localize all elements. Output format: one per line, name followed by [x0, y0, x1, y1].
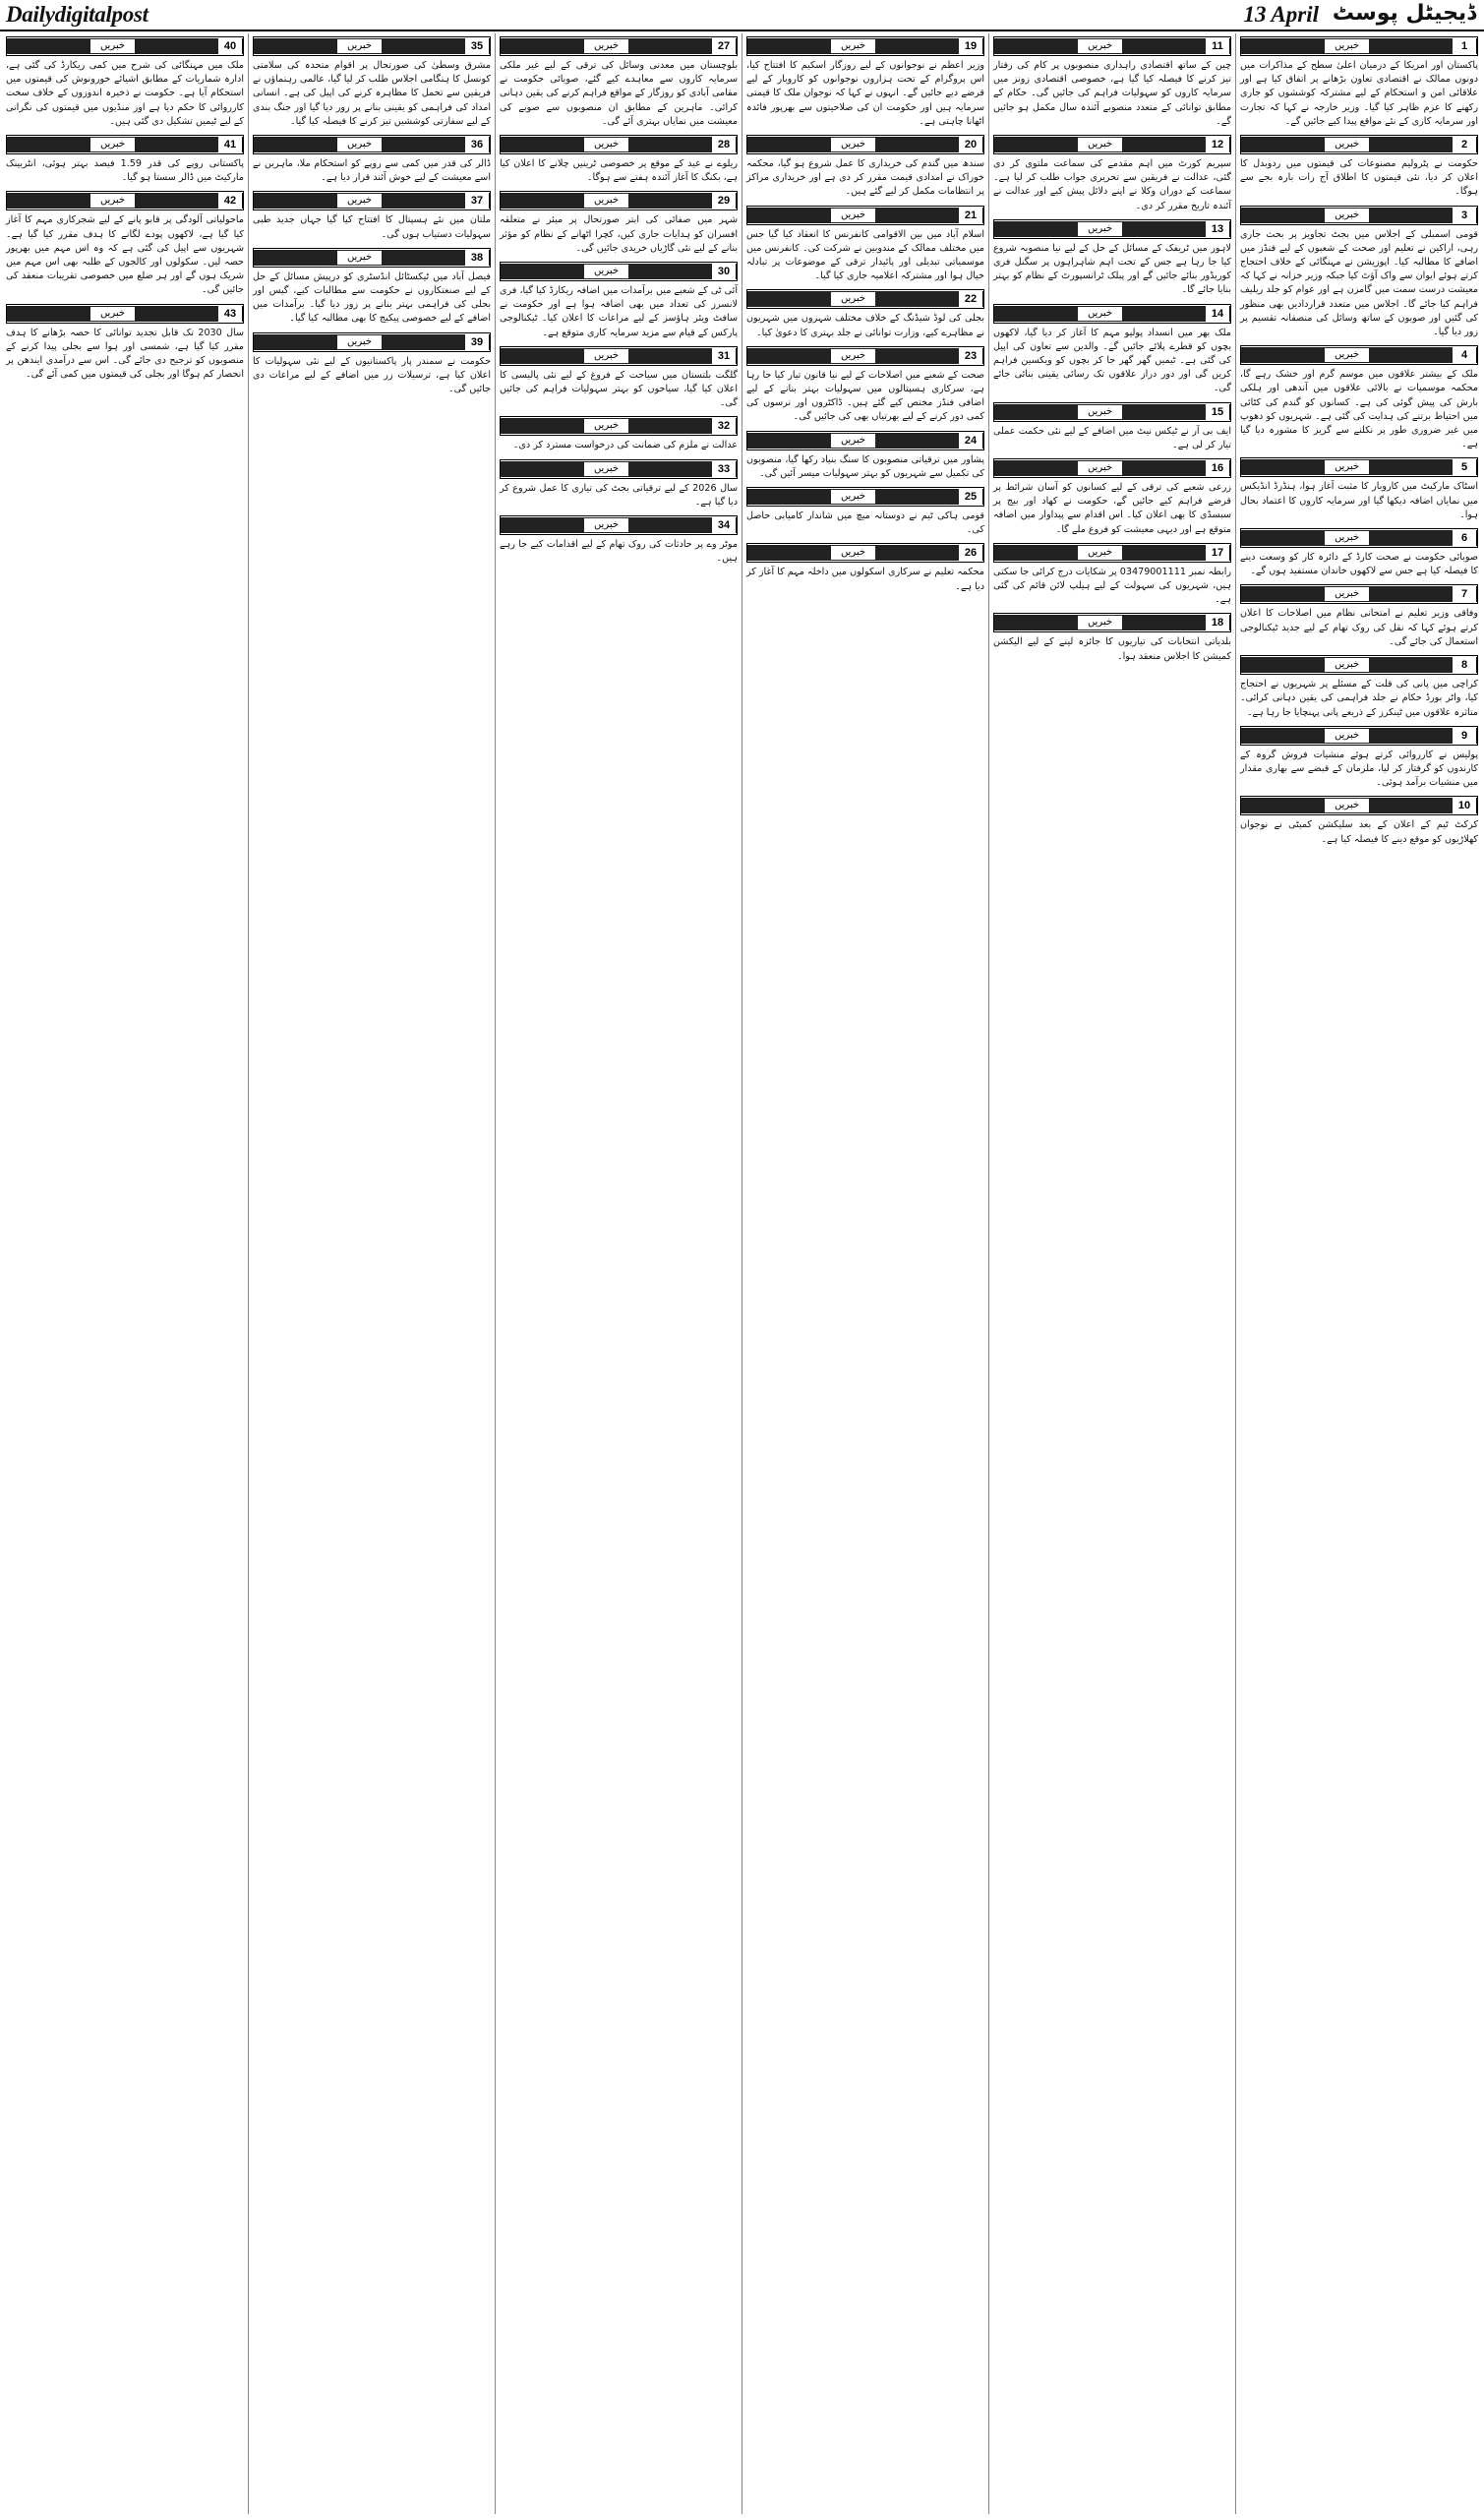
- news-item-header: [253, 36, 491, 56]
- news-item-number: 28: [712, 137, 737, 152]
- news-column: [495, 33, 742, 2514]
- news-item-header: [500, 191, 738, 210]
- news-item: [253, 248, 491, 327]
- section-label: خبریں: [1078, 307, 1122, 321]
- news-item-number: 40: [218, 38, 243, 54]
- section-label: خبریں: [1325, 587, 1369, 601]
- news-item: [1240, 206, 1478, 340]
- section-label: خبریں: [337, 335, 382, 349]
- news-item-number: 36: [465, 137, 490, 152]
- news-item-number: 17: [1206, 545, 1230, 561]
- news-item: [500, 416, 738, 452]
- news-item-body: پاکستانی روپے کی قدر 1.59 فیصد بہتر ہوئی، انٹربینک مارکیٹ میں ڈالر سستا ہو گیا۔: [6, 158, 244, 184]
- section-label: خبریں: [584, 462, 628, 476]
- news-item-body: ملتان میں نئے ہسپتال کا افتتاح کیا گیا جہاں جدید طبی سہولیات دستیاب ہوں گی۔: [253, 214, 491, 240]
- news-item: [1240, 528, 1478, 578]
- section-label: خبریں: [584, 419, 628, 433]
- news-item-body: وزیر اعظم نے نوجوانوں کے لیے روزگار اسکیم کا افتتاح کیا، اس پروگرام کے تحت ہزاروں نوجوانوں کو کاروبار کے لیے قرضے دیے جائیں گے۔ انہوں نے کہا کہ نوجوان ملک کا قیمتی سرمایہ ہیں اور حکومت ان کی صلاحیتوں سے بھرپور فائدہ اٹھانا چاہتی ہے۔: [746, 60, 984, 127]
- news-item-body: ریلوے نے عید کے موقع پر خصوصی ٹرینیں چلانے کا اعلان کیا ہے، بکنگ کا آغاز آئندہ ہفتے سے ہوگا۔: [500, 158, 738, 184]
- header-bar: [254, 137, 465, 152]
- news-item-body: اسٹاک مارکیٹ میں کاروبار کا مثبت آغاز ہوا، ہنڈرڈ انڈیکس میں نمایاں اضافہ دیکھا گیا اور سرمایہ کاروں کا اعتماد بحال ہوا۔: [1240, 481, 1478, 520]
- header-bar: [254, 193, 465, 209]
- header-bar: [994, 137, 1206, 152]
- news-item-header: [746, 206, 984, 225]
- header-bar: [747, 137, 959, 152]
- news-item-number: 4: [1453, 347, 1477, 363]
- news-item-header: [993, 135, 1231, 154]
- news-item-number: 32: [712, 418, 737, 434]
- news-item: [993, 304, 1231, 396]
- news-item: [1240, 726, 1478, 791]
- news-item-number: 42: [218, 193, 243, 209]
- news-column: [988, 33, 1235, 2514]
- section-label: خبریں: [1325, 531, 1369, 545]
- section-label: خبریں: [584, 265, 628, 278]
- news-item-header: [746, 543, 984, 563]
- news-item-number: 1: [1453, 38, 1477, 54]
- news-item: [746, 206, 984, 284]
- news-item-number: 8: [1453, 657, 1477, 673]
- section-label: خبریں: [90, 307, 135, 321]
- news-item-number: 15: [1206, 404, 1230, 420]
- news-item-header: [6, 135, 244, 154]
- news-item-header: [1240, 457, 1478, 477]
- news-item-header: [746, 135, 984, 154]
- news-item: [1240, 345, 1478, 451]
- section-label: خبریں: [1325, 39, 1369, 53]
- news-item-body: بجلی کی لوڈ شیڈنگ کے خلاف مختلف شہروں میں شہریوں نے مظاہرے کیے، وزارت توانائی نے جلد بہتری کا دعویٰ کیا۔: [746, 313, 984, 338]
- section-label: خبریں: [1325, 729, 1369, 743]
- news-item: [993, 543, 1231, 608]
- news-item: [993, 613, 1231, 663]
- header-bar: [994, 221, 1206, 237]
- header-bar: [747, 545, 959, 561]
- news-item: [500, 459, 738, 510]
- news-item-number: 12: [1206, 137, 1230, 152]
- issue-date: 13 April: [1243, 2, 1319, 27]
- news-item-header: [1240, 36, 1478, 56]
- news-item-body: صحت کے شعبے میں اصلاحات کے لیے نیا قانون تیار کیا جا رہا ہے، سرکاری ہسپتالوں میں سہولیات بہتر بنانے کے لیے اضافی فنڈز مختص کیے گئے ہیں۔ ڈاکٹروں اور نرسوں کی کمی دور کرنے کے لیے بھرتیاں بھی کی جائیں گی۔: [746, 369, 984, 423]
- news-item: [1240, 796, 1478, 846]
- news-item-header: [1240, 135, 1478, 154]
- section-label: خبریں: [831, 39, 875, 53]
- news-column: [248, 33, 495, 2514]
- news-item-body: سال 2026 کے لیے ترقیاتی بجٹ کی تیاری کا عمل شروع کر دیا گیا ہے۔: [500, 482, 739, 508]
- news-item-number: 3: [1453, 208, 1477, 223]
- news-item-body: ملک میں مہنگائی کی شرح میں کمی ریکارڈ کی گئی ہے، ادارہ شماریات کے مطابق اشیائے خورونوش کی قیمتوں میں استحکام آیا ہے۔ حکومت نے ذخیرہ اندوزوں کے خلاف سخت کارروائی کا حکم دیا ہے اور منڈیوں میں قیمتوں کی نگرانی کے لیے ٹیمیں تشکیل دی گئی ہیں۔: [6, 60, 244, 127]
- news-item-header: [746, 431, 984, 450]
- news-item: [993, 219, 1231, 298]
- news-item-body: مشرق وسطیٰ کی صورتحال پر اقوام متحدہ کی سلامتی کونسل کا ہنگامی اجلاس طلب کر لیا گیا، عالمی رہنماؤں نے فریقین سے تحمل کا مظاہرہ کرنے کی اپیل کی ہے۔ انسانی امداد کی فراہمی کو یقینی بنانے پر زور دیا گیا اور جنگ بندی کے لیے سفارتی کوششیں تیز کرنے کا فیصلہ کیا گیا۔: [253, 60, 491, 127]
- header-bar: [1241, 728, 1453, 744]
- news-item: [500, 135, 738, 185]
- header-bar: [994, 545, 1206, 561]
- header-bar: [501, 193, 712, 209]
- news-item-body: بلوچستان میں معدنی وسائل کی ترقی کے لیے غیر ملکی سرمایہ کاروں سے معاہدے کیے گئے، صوبائی حکومت نے مقامی آبادی کو روزگار کے مواقع فراہم کرنے کی یقین دہانی کرائی۔ ماہرین کے مطابق ان منصوبوں سے صوبے کی معیشت میں نمایاں بہتری آئے گی۔: [500, 60, 738, 127]
- news-item-number: 29: [712, 193, 737, 209]
- news-item-number: 9: [1453, 728, 1477, 744]
- news-item-number: 19: [959, 38, 983, 54]
- header-bar: [501, 517, 712, 533]
- news-item-header: [500, 459, 738, 479]
- section-label: خبریں: [584, 518, 628, 532]
- news-item-body: گلگت بلتستان میں سیاحت کے فروغ کے لیے نئی پالیسی کا اعلان کیا گیا، سیاحوں کو بہتر سہولیات فراہم کی جائیں گی۔: [500, 369, 738, 409]
- news-item-number: 41: [218, 137, 243, 152]
- news-item-header: [746, 487, 984, 507]
- section-label: خبریں: [90, 138, 135, 151]
- news-item-number: 38: [465, 250, 490, 266]
- news-item-header: [253, 191, 491, 210]
- news-item: [253, 135, 491, 185]
- news-item-header: [1240, 206, 1478, 225]
- news-item-header: [1240, 726, 1478, 746]
- news-item-body: بلدیاتی انتخابات کی تیاریوں کا جائزہ لینے کے لیے الیکشن کمیشن کا اجلاس منعقد ہوا۔: [993, 636, 1231, 662]
- news-item: [253, 332, 491, 397]
- section-label: خبریں: [1325, 209, 1369, 222]
- header-bar: [501, 264, 712, 279]
- news-item-number: 10: [1453, 798, 1477, 813]
- newspaper-page: [2, 33, 1482, 2514]
- header-bar: [501, 418, 712, 434]
- news-item: [993, 36, 1231, 129]
- news-item-header: [1240, 796, 1478, 815]
- header-bar: [747, 291, 959, 307]
- news-item-body: پشاور میں ترقیاتی منصوبوں کا سنگ بنیاد رکھا گیا، منصوبوں کی تکمیل سے شہریوں کو بہتر سہولیات میسر آئیں گی۔: [746, 453, 984, 479]
- news-item-header: [993, 36, 1231, 56]
- news-item: [993, 402, 1231, 452]
- news-item-header: [1240, 584, 1478, 604]
- section-label: خبریں: [831, 138, 875, 151]
- news-item-header: [6, 36, 244, 56]
- news-item-number: 33: [712, 461, 737, 477]
- masthead: [0, 0, 1484, 31]
- news-item-number: 35: [465, 38, 490, 54]
- header-bar: [254, 334, 465, 350]
- header-bar: [501, 348, 712, 364]
- header-bar: [994, 404, 1206, 420]
- section-label: خبریں: [337, 39, 382, 53]
- news-item-header: [746, 346, 984, 366]
- header-bar: [1241, 657, 1453, 673]
- section-label: خبریں: [831, 292, 875, 306]
- section-label: خبریں: [1078, 222, 1122, 236]
- header-bar: [7, 193, 218, 209]
- news-item-number: 39: [465, 334, 490, 350]
- news-item-body: چین کے ساتھ اقتصادی راہداری منصوبوں پر کام کی رفتار تیز کرنے کا فیصلہ کیا گیا ہے، خصوصی اقتصادی زونز میں سرمایہ کاروں کو سہولیات فراہم کی جائیں گی۔ حکام کے مطابق توانائی کے متعدد منصوبے آئندہ سال مکمل ہو جائیں گے۔: [993, 60, 1231, 127]
- news-item: [746, 289, 984, 339]
- header-bar: [747, 38, 959, 54]
- news-item-number: 2: [1453, 137, 1477, 152]
- news-item-body: قومی ہاکی ٹیم نے دوستانہ میچ میں شاندار کامیابی حاصل کی۔: [746, 510, 984, 536]
- news-item: [253, 191, 491, 241]
- header-bar: [1241, 798, 1453, 813]
- news-item-number: 13: [1206, 221, 1230, 237]
- news-item: [746, 346, 984, 425]
- news-item-body: وفاقی وزیر تعلیم نے امتحانی نظام میں اصلاحات کا اعلان کرتے ہوئے کہا کہ نقل کی روک تھام کے لیے جدید ٹیکنالوجی استعمال کی جائے گی۔: [1240, 608, 1478, 647]
- news-item: [746, 135, 984, 200]
- news-item: [993, 135, 1231, 213]
- news-item-number: 26: [959, 545, 983, 561]
- news-item: [1240, 584, 1478, 649]
- section-label: خبریں: [831, 209, 875, 222]
- header-bar: [7, 137, 218, 152]
- news-item-header: [993, 402, 1231, 422]
- news-item-header: [6, 191, 244, 210]
- section-label: خبریں: [584, 349, 628, 363]
- news-item-number: 25: [959, 489, 983, 505]
- news-item-number: 14: [1206, 306, 1230, 322]
- news-item-body: ملک بھر میں انسداد پولیو مہم کا آغاز کر دیا گیا، لاکھوں بچوں کو قطرے پلائے جائیں گے۔ والدین سے تعاون کی اپیل کی گئی ہے۔ ٹیمیں گھر گھر جا کر بچوں کو ویکسین فراہم کریں گی اور دور دراز علاقوں تک رسائی یقینی بنائی جائے گی۔: [993, 327, 1231, 394]
- header-bar: [747, 208, 959, 223]
- section-label: خبریں: [831, 434, 875, 448]
- news-item-body: اسلام آباد میں بین الاقوامی کانفرنس کا انعقاد کیا گیا جس میں مختلف ممالک کے مندوبین نے شرکت کی۔ کانفرنس میں موسمیاتی تبدیلی اور پائیدار ترقی کے موضوعات پر تبادلہ خیال ہوا اور مشترکہ اعلامیہ جاری کیا گیا۔: [746, 228, 984, 282]
- news-item: [6, 36, 244, 129]
- section-label: خبریں: [337, 194, 382, 208]
- news-item: [1240, 36, 1478, 129]
- section-label: خبریں: [1078, 39, 1122, 53]
- news-item: [993, 458, 1231, 537]
- header-bar: [7, 306, 218, 322]
- header-bar: [994, 460, 1206, 476]
- news-item-body: سپریم کورٹ میں اہم مقدمے کی سماعت ملتوی کر دی گئی، عدالت نے فریقین سے تحریری جواب طلب کر لیا ہے۔ سماعت کے دوران وکلا نے اپنے دلائل پیش کیے اور عدالت نے آئندہ تاریخ مقرر کر دی۔: [993, 158, 1231, 211]
- section-label: خبریں: [1078, 461, 1122, 475]
- news-item-header: [993, 613, 1231, 632]
- news-item-header: [993, 219, 1231, 239]
- news-item-number: 43: [218, 306, 243, 322]
- news-item-body: لاہور میں ٹریفک کے مسائل کے حل کے لیے نیا منصوبہ شروع کیا جا رہا ہے جس کے تحت اہم شاہراہوں پر سگنل فری کوریڈور بنائے جائیں گے اور پبلک ٹرانسپورٹ کے نظام کو بہتر بنایا جائے گا۔: [993, 242, 1231, 296]
- news-item: [746, 431, 984, 481]
- news-item-number: 27: [712, 38, 737, 54]
- news-item-body: محکمہ تعلیم نے سرکاری اسکولوں میں داخلہ مہم کا آغاز کر دیا ہے۔: [746, 567, 984, 592]
- news-item: [746, 36, 984, 129]
- section-label: خبریں: [1325, 658, 1369, 672]
- news-item: [500, 346, 738, 411]
- news-item-header: [746, 289, 984, 309]
- news-item: [500, 262, 738, 340]
- section-label: خبریں: [831, 490, 875, 504]
- news-item-header: [500, 135, 738, 154]
- section-label: خبریں: [90, 194, 135, 208]
- section-label: خبریں: [831, 546, 875, 560]
- news-item-body: ڈالر کی قدر میں کمی سے روپے کو استحکام ملا، ماہرین نے اسے معیشت کے لیے خوش آئند قرار دیا ہے۔: [253, 158, 491, 184]
- news-item-body: رابطہ نمبر 03479001111 پر شکایات درج کرائی جا سکتی ہیں، شہریوں کی سہولت کے لیے ہیلپ لائن قائم کی گئی ہے۔: [993, 566, 1231, 606]
- news-item-number: 31: [712, 348, 737, 364]
- header-bar: [1241, 38, 1453, 54]
- brand-urdu: ڈیجیٹل پوسٹ: [1332, 1, 1476, 26]
- news-item-number: 22: [959, 291, 983, 307]
- news-item-number: 23: [959, 348, 983, 364]
- section-label: خبریں: [831, 349, 875, 363]
- news-item-header: [500, 416, 738, 436]
- section-label: خبریں: [1078, 405, 1122, 419]
- news-item-number: 20: [959, 137, 983, 152]
- header-bar: [1241, 530, 1453, 546]
- news-item: [6, 304, 244, 383]
- news-item-body: سندھ میں گندم کی خریداری کا عمل شروع ہو گیا، محکمہ خوراک نے امدادی قیمت مقرر کر دی ہے اور خریداری مراکز پر انتظامات مکمل کر لیے گئے ہیں۔: [746, 158, 984, 198]
- news-item-header: [253, 135, 491, 154]
- news-item-number: 37: [465, 193, 490, 209]
- news-item-number: 7: [1453, 586, 1477, 602]
- news-item: [1240, 655, 1478, 720]
- news-item-header: [500, 262, 738, 281]
- section-label: خبریں: [584, 138, 628, 151]
- header-bar: [501, 137, 712, 152]
- news-item-header: [993, 458, 1231, 478]
- news-item-body: ایف بی آر نے ٹیکس نیٹ میں اضافے کے لیے نئی حکمت عملی تیار کر لی ہے۔: [993, 425, 1231, 450]
- news-item-number: 18: [1206, 615, 1230, 630]
- news-item-body: پولیس نے کارروائی کرتے ہوئے منشیات فروش گروہ کے کارندوں کو گرفتار کر لیا، ملزمان کے قبضے سے بھاری مقدار میں منشیات برآمد ہوئی۔: [1240, 749, 1478, 789]
- header-bar: [254, 38, 465, 54]
- news-item-body: عدالت نے ملزم کی ضمانت کی درخواست مسترد کر دی۔: [512, 440, 738, 451]
- news-item: [500, 36, 738, 129]
- header-bar: [994, 615, 1206, 630]
- section-label: خبریں: [1325, 799, 1369, 812]
- news-item-number: 5: [1453, 459, 1477, 475]
- section-label: خبریں: [1078, 138, 1122, 151]
- news-item-body: ماحولیاتی آلودگی پر قابو پانے کے لیے شجرکاری مہم کا آغاز کیا گیا ہے، لاکھوں پودے لگانے کا ہدف مقرر کیا گیا ہے۔ شہریوں سے اپیل کی گئی ہے کہ وہ اس مہم میں بھرپور حصہ لیں۔ سکولوں اور کالجوں کے طلبہ بھی اس مہم میں شریک ہوں گے اور ہر ضلع میں خصوصی تقریبات منعقد کی جائیں گی۔: [6, 214, 244, 296]
- header-bar: [1241, 347, 1453, 363]
- header-bar: [994, 38, 1206, 54]
- news-item-number: 6: [1453, 530, 1477, 546]
- news-column: [1235, 33, 1482, 2514]
- news-item-header: [1240, 345, 1478, 365]
- news-item-number: 21: [959, 208, 983, 223]
- news-item-body: حکومت نے پٹرولیم مصنوعات کی قیمتوں میں ردوبدل کا اعلان کر دیا، نئی قیمتوں کا اطلاق آج رات بارہ بجے سے ہوگا۔: [1240, 158, 1478, 198]
- news-item-body: کرکٹ ٹیم کے اعلان کے بعد سلیکشن کمیٹی نے نوجوان کھلاڑیوں کو موقع دینے کا فیصلہ کیا ہے۔: [1240, 819, 1478, 845]
- section-label: خبریں: [337, 251, 382, 265]
- news-column: [2, 33, 248, 2514]
- header-bar: [1241, 459, 1453, 475]
- news-item-number: 11: [1206, 38, 1230, 54]
- section-label: خبریں: [1325, 348, 1369, 362]
- news-item-header: [993, 304, 1231, 324]
- news-item-number: 30: [712, 264, 737, 279]
- news-item-body: قومی اسمبلی کے اجلاس میں بجٹ تجاویز پر بحث جاری رہی، اراکین نے تعلیم اور صحت کے شعبوں کے لیے فنڈز میں اضافے کا مطالبہ کیا۔ اپوزیشن نے مہنگائی کے خلاف احتجاج کرتے ہوئے ایوان سے واک آؤٹ کیا جبکہ وزیر خزانہ نے کہا کہ معیشت درست سمت میں گامزن ہے اور عوام کو جلد ریلیف فراہم کیا جائے گا۔ اجلاس میں متعدد قراردادیں بھی منظور کی گئیں اور صوبوں کے ساتھ وسائل کی منصفانہ تقسیم پر زور دیا گیا۔: [1240, 228, 1478, 338]
- news-item: [6, 135, 244, 185]
- section-label: خبریں: [90, 39, 135, 53]
- news-item: [500, 515, 738, 566]
- news-item-body: سال 2030 تک قابل تجدید توانائی کا حصہ بڑھانے کا ہدف مقرر کیا گیا ہے، شمسی اور ہوا سے بجلی پیدا کرنے کے منصوبوں کو ترجیح دی جائے گی۔ اس سے درآمدی ایندھن پر انحصار کم ہوگا اور بجلی کی قیمتوں میں کمی آئے گی۔: [6, 327, 245, 381]
- news-item-header: [6, 304, 244, 324]
- news-item: [6, 191, 244, 297]
- news-item: [1240, 457, 1478, 522]
- news-item-header: [500, 346, 738, 366]
- news-item: [746, 543, 984, 593]
- section-label: خبریں: [1078, 546, 1122, 560]
- news-item-body: پاکستان اور امریکا کے درمیان اعلیٰ سطح کے مذاکرات میں دونوں ممالک نے اقتصادی تعاون بڑھانے پر اتفاق کیا ہے اور علاقائی امن و استحکام کے لیے مشترکہ کوششوں کو جاری رکھنے کا عزم ظاہر کیا گیا۔ وزیر خارجہ نے کہا کہ تجارت اور سرمایہ کاری کے نئے مواقع پیدا کیے جائیں گے۔: [1240, 60, 1478, 127]
- news-item-body: موٹر وے پر حادثات کی روک تھام کے لیے اقدامات کیے جا رہے ہیں۔: [500, 539, 738, 565]
- news-item-body: کراچی میں پانی کی قلت کے مسئلے پر شہریوں نے احتجاج کیا، واٹر بورڈ حکام نے جلد فراہمی کی یقین دہانی کرائی۔ متاثرہ علاقوں میں ٹینکرز کے ذریعے پانی پہنچایا جا رہا ہے۔: [1240, 679, 1478, 718]
- header-bar: [1241, 208, 1453, 223]
- section-label: خبریں: [584, 194, 628, 208]
- section-label: خبریں: [1325, 460, 1369, 474]
- section-label: خبریں: [1078, 616, 1122, 630]
- section-label: خبریں: [584, 39, 628, 53]
- news-item-header: [1240, 528, 1478, 548]
- news-item-header: [746, 36, 984, 56]
- news-item-header: [253, 332, 491, 352]
- news-item-header: [993, 543, 1231, 563]
- header-bar: [994, 306, 1206, 322]
- news-item-body: حکومت نے سمندر پار پاکستانیوں کے لیے نئی سہولیات کا اعلان کیا ہے، ترسیلات زر میں اضافے کے لیے مراعات دی جائیں گی۔: [253, 355, 491, 395]
- news-item-number: 16: [1206, 460, 1230, 476]
- news-item: [746, 487, 984, 537]
- section-label: خبریں: [1325, 138, 1369, 151]
- header-bar: [747, 489, 959, 505]
- header-bar: [747, 433, 959, 449]
- header-bar: [501, 38, 712, 54]
- news-item-header: [500, 515, 738, 535]
- news-item-number: 24: [959, 433, 983, 449]
- header-bar: [1241, 137, 1453, 152]
- news-item-body: شہر میں صفائی کی ابتر صورتحال پر میئر نے متعلقہ افسران کو ہدایات جاری کیں، کچرا اٹھانے کے نظام کو مؤثر بنانے کے لیے نئی گاڑیاں خریدی جائیں گی۔: [500, 214, 738, 254]
- news-item: [253, 36, 491, 129]
- section-label: خبریں: [337, 138, 382, 151]
- brand-english: Dailydigitalpost: [6, 2, 148, 27]
- news-item: [1240, 135, 1478, 200]
- news-item-body: صوبائی حکومت نے صحت کارڈ کے دائرہ کار کو وسعت دینے کا فیصلہ کیا ہے جس سے لاکھوں خاندان مستفید ہوں گے۔: [1240, 552, 1478, 577]
- header-bar: [747, 348, 959, 364]
- header-bar: [254, 250, 465, 266]
- news-column: [742, 33, 988, 2514]
- header-bar: [501, 461, 712, 477]
- news-item-header: [1240, 655, 1478, 675]
- news-item-body: زرعی شعبے کی ترقی کے لیے کسانوں کو آسان شرائط پر قرضے فراہم کیے جائیں گے، حکومت نے کھاد اور بیج پر سبسڈی کا بھی اعلان کیا۔ اس اقدام سے پیداوار میں اضافہ متوقع ہے اور دیہی معیشت کو فروغ ملے گا۔: [993, 482, 1231, 535]
- header-bar: [1241, 586, 1453, 602]
- news-item-body: فیصل آباد میں ٹیکسٹائل انڈسٹری کو درپیش مسائل کے حل کے لیے صنعتکاروں نے حکومت سے مطالبات کیے، گیس اور بجلی کی فراہمی بہتر بنانے پر زور دیا گیا۔ برآمدات میں اضافے کے لیے خصوصی پیکیج کا بھی مطالبہ کیا گیا۔: [253, 270, 491, 325]
- news-item-number: 34: [712, 517, 737, 533]
- news-item-body: ملک کے بیشتر علاقوں میں موسم گرم اور خشک رہے گا، محکمہ موسمیات نے بالائی علاقوں میں آندھی اور ہلکی بارش کی پیش گوئی کی ہے۔ کسانوں کو گندم کی کٹائی میں احتیاط برتنے کی ہدایت کی گئی ہے۔ شہریوں کو دھوپ میں غیر ضروری طور پر نکلنے سے گریز کا مشورہ دیا گیا ہے۔: [1240, 369, 1478, 450]
- news-item-body: آئی ٹی کے شعبے میں برآمدات میں اضافہ ریکارڈ کیا گیا، فری لانسرز کی تعداد میں بھی اضافہ ہوا ہے اور حکومت نے سافٹ ویئر ہاؤسز کے لیے مراعات کا اعلان کیا۔ ٹیکنالوجی پارکس کے قیام سے مزید سرمایہ کاری متوقع ہے۔: [500, 285, 738, 338]
- news-item-header: [500, 36, 738, 56]
- header-bar: [7, 38, 218, 54]
- news-item: [500, 191, 738, 256]
- news-item-header: [253, 248, 491, 268]
